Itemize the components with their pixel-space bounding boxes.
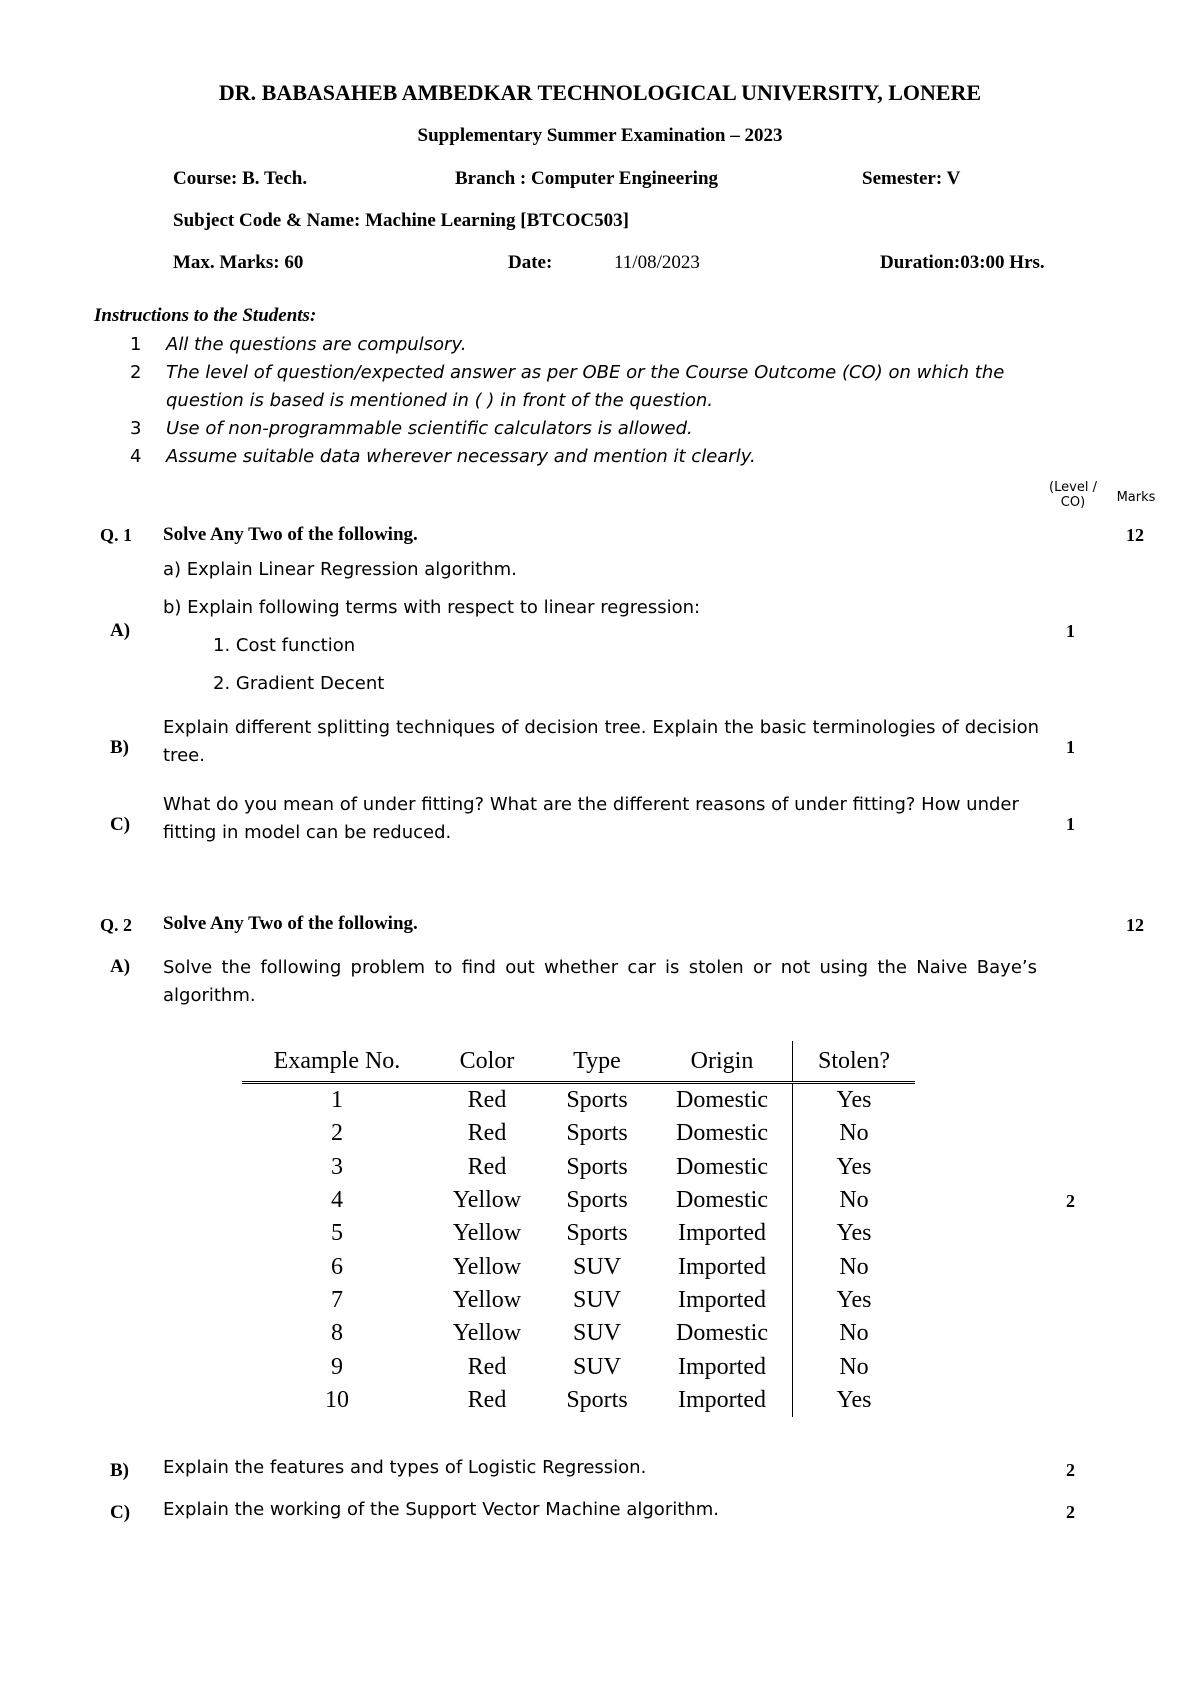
table-cell: Sports (566, 1153, 628, 1180)
naive-bayes-table (242, 1041, 915, 1417)
table-cell: Yellow (452, 1286, 522, 1313)
table-cell: Yes (793, 1151, 916, 1184)
table-cell: Imported (678, 1253, 766, 1280)
table-cell: No (793, 1350, 916, 1383)
table-cell: 10 (325, 1386, 349, 1413)
table-cell: Sports (566, 1220, 628, 1247)
table-cell: Yellow (452, 1220, 522, 1247)
level-value: 2 (1066, 1502, 1075, 1522)
instruction-number: 1 (130, 334, 142, 355)
table-cell: Domestic (676, 1320, 768, 1347)
instruction-text: Use of non-programmable scientific calculators is allowed. (166, 418, 693, 439)
table-cell: Red (467, 1353, 507, 1380)
level-value: 1 (1066, 737, 1075, 757)
level-co-line1: (Level / (1049, 480, 1097, 495)
table-cell: Yes (793, 1384, 916, 1417)
table-cell: No (793, 1117, 916, 1150)
table-row (242, 1083, 915, 1118)
table-cell: Domestic (676, 1087, 768, 1114)
table-row (242, 1217, 915, 1250)
table-cell: Domestic (676, 1153, 768, 1180)
instruction-text: Assume suitable data wherever necessary and mention it clearly. (166, 446, 756, 467)
subject-label: Subject Code & Name: Machine Learning [BTCOC503] (173, 210, 629, 231)
table-row (242, 1350, 915, 1383)
table-row (242, 1250, 915, 1283)
table-cell: No (793, 1317, 916, 1350)
table-cell: Sports (566, 1120, 628, 1147)
table-cell: Red (467, 1087, 507, 1114)
table-cell: 4 (331, 1187, 343, 1214)
table-row (242, 1317, 915, 1350)
instruction-text: All the questions are compulsory. (166, 334, 467, 355)
table-cell: Red (467, 1153, 507, 1180)
table-cell: No (793, 1184, 916, 1217)
q1a-part-b: b) Explain following terms with respect to linear regression: (163, 597, 701, 618)
instruction-number: 4 (130, 446, 142, 467)
level-value: 2 (1066, 1460, 1075, 1480)
subquestion-label: A) (110, 620, 131, 641)
table-cell: 8 (331, 1320, 343, 1347)
subquestion-label: B) (110, 1460, 129, 1481)
q2c-text: Explain the working of the Support Vector Machine algorithm. (163, 1499, 719, 1520)
table-row (242, 1184, 915, 1217)
table-cell: Imported (678, 1386, 766, 1413)
column-header: Type (542, 1041, 652, 1083)
instruction-text-continued: question is based is mentioned in ( ) in front of the question. (166, 390, 713, 411)
subquestion-label: B) (110, 737, 129, 758)
table-cell: Imported (678, 1353, 766, 1380)
table-cell: Yes (793, 1083, 916, 1118)
instruction-number: 3 (130, 418, 142, 439)
table-cell: SUV (572, 1253, 621, 1280)
level-value: 2 (1066, 1191, 1075, 1211)
table-cell: 3 (331, 1153, 343, 1180)
university-title: DR. BABASAHEB AMBEDKAR TECHNOLOGICAL UNIVERSITY, LONERE (218, 80, 982, 105)
level-value: 1 (1066, 621, 1075, 641)
table-cell: Sports (566, 1386, 628, 1413)
duration-label: Duration:03:00 Hrs. (880, 252, 1045, 273)
q1a-part-a: a) Explain Linear Regression algorithm. (163, 559, 517, 580)
subquestion-label: C) (110, 814, 131, 835)
question-heading: Solve Any Two of the following. (163, 913, 418, 934)
exam-title: Supplementary Summer Examination – 2023 (417, 125, 783, 146)
table-cell: 7 (331, 1286, 343, 1313)
table-cell: 5 (331, 1220, 343, 1247)
course-label: Course: B. Tech. (173, 168, 308, 189)
q1b-text: Explain different splitting techniques of decision tree. Explain the basic terminologies of decision tree. (163, 717, 1039, 766)
date-label: Date: (508, 252, 553, 273)
table-cell: Domestic (676, 1120, 768, 1147)
marks-column-heading: Marks (1116, 490, 1156, 505)
instruction-number: 2 (130, 362, 142, 383)
table-row (242, 1151, 915, 1184)
date-value: 11/08/2023 (614, 252, 700, 273)
q1a-term-2: 2. Gradient Decent (213, 673, 385, 694)
subquestion-label: A) (110, 956, 131, 977)
table-cell: Yellow (452, 1187, 522, 1214)
level-value: 1 (1066, 814, 1075, 834)
table-cell: SUV (572, 1353, 621, 1380)
table-cell: Imported (678, 1286, 766, 1313)
table-cell: 2 (331, 1120, 343, 1147)
table-cell: Red (467, 1120, 507, 1147)
q1c-text: What do you mean of under fitting? What are the different reasons of under fitting? How under fitting in model can be reduced. (163, 794, 1019, 843)
table-cell: Red (467, 1386, 507, 1413)
question-marks: 12 (1126, 915, 1144, 935)
q1a-term-1: 1. Cost function (213, 635, 356, 656)
max-marks-label: Max. Marks: 60 (173, 252, 304, 273)
table-cell: Yes (793, 1217, 916, 1250)
question-heading: Solve Any Two of the following. (163, 524, 418, 545)
table-cell: 6 (331, 1253, 343, 1280)
table-row (242, 1284, 915, 1317)
table-cell: Imported (678, 1220, 766, 1247)
level-co-line2: CO) (1060, 495, 1086, 510)
q2a-text: Solve the following problem to find out whether car is stolen or not using the Naive Baye’s algorithm. (163, 957, 1037, 1006)
subquestion-label: C) (110, 1502, 131, 1523)
question-number: Q. 1 (100, 525, 133, 545)
table-row (242, 1384, 915, 1417)
table-cell: Yellow (452, 1253, 522, 1280)
instruction-text: The level of question/expected answer as per OBE or the Course Outcome (CO) on which the (166, 362, 1005, 383)
column-header: Origin (652, 1041, 793, 1083)
question-marks: 12 (1126, 525, 1144, 545)
table-cell: SUV (572, 1286, 621, 1313)
table-cell: Yellow (452, 1320, 522, 1347)
table-cell: No (793, 1250, 916, 1283)
table-cell: 1 (331, 1087, 343, 1114)
instructions-heading: Instructions to the Students: (94, 305, 317, 326)
table-cell: SUV (572, 1320, 621, 1347)
table-row (242, 1117, 915, 1150)
level-co-column-heading (1038, 480, 1108, 510)
table-header-row (242, 1041, 915, 1083)
column-header: Stolen? (793, 1041, 916, 1083)
semester-label: Semester: V (862, 168, 961, 189)
question-number: Q. 2 (100, 915, 133, 935)
table-cell: Sports (566, 1087, 628, 1114)
branch-label: Branch : Computer Engineering (455, 168, 719, 189)
table-cell: Sports (566, 1187, 628, 1214)
table-cell: Domestic (676, 1187, 768, 1214)
column-header: Color (432, 1041, 542, 1083)
table-cell: Yes (793, 1284, 916, 1317)
column-header: Example No. (242, 1041, 432, 1083)
q2b-text: Explain the features and types of Logistic Regression. (163, 1457, 647, 1478)
table-cell: 9 (331, 1353, 343, 1380)
